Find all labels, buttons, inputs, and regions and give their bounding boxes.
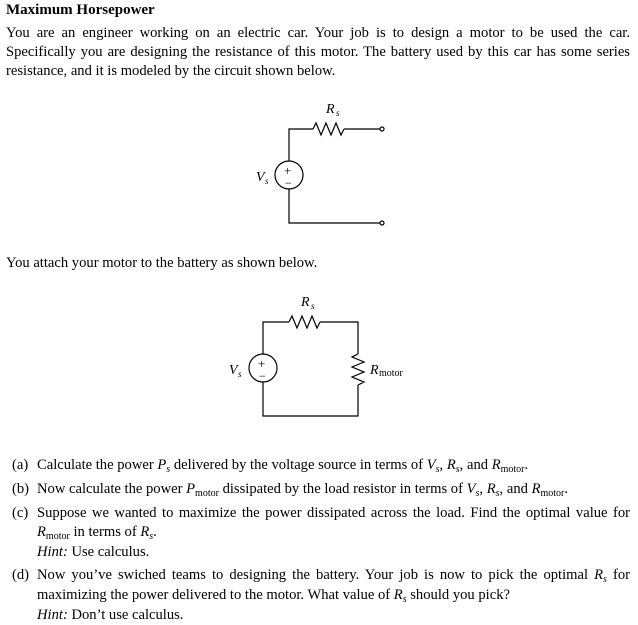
plus-sign-2: + bbox=[258, 356, 266, 371]
vs-sub-2: s bbox=[238, 369, 242, 379]
vs-label-2: V bbox=[229, 363, 238, 378]
rmotor-label: R bbox=[370, 363, 379, 378]
question-text: Now you’ve swiched teams to designing the battery. Your job is now to pick the optimal $R_s$ for maximizing the power delivered to the motor. What value of $R_s$ should you pick? Hint: Don’t use calculus. bbox=[37, 567, 631, 623]
rs-sub-2: s bbox=[311, 301, 315, 311]
question-a bbox=[12, 456, 630, 476]
rs-sub-1: s bbox=[336, 108, 340, 118]
rmotor-sub: motor bbox=[379, 368, 403, 379]
question-label: (b) bbox=[12, 481, 30, 497]
minus-sign-1: − bbox=[285, 176, 292, 190]
intro-paragraph: You are an engineer working on an electric car. Your job is to design a motor to be used the car. Specifically you are designing the resistance of this motor. The battery used by this car has some series resistance, and it is modeled by the circuit shown below. bbox=[6, 25, 630, 79]
attach-paragraph: You attach your motor to the battery as shown below. bbox=[6, 255, 318, 271]
question-label: (c) bbox=[12, 505, 29, 521]
rs-label-1: R bbox=[326, 102, 335, 117]
problem-title: Maximum Horsepower bbox=[6, 2, 155, 18]
vs-label-1: V bbox=[256, 170, 265, 185]
question-c bbox=[12, 504, 630, 562]
wire-bottom-2 bbox=[263, 382, 358, 416]
question-label: (a) bbox=[12, 457, 29, 473]
question-b bbox=[12, 480, 630, 500]
question-label: (d) bbox=[12, 567, 30, 583]
wire-top-left-2 bbox=[263, 322, 289, 354]
question-text: Suppose we wanted to maximize the power dissipated across the load. Find the optimal value for $R_{motor}$ in terms of $R_s$. Hint: Use calculus. bbox=[37, 505, 630, 560]
minus-sign-2: − bbox=[259, 369, 266, 383]
resistor-rs-zigzag-2 bbox=[289, 316, 320, 328]
question-text: Now calculate the power $P_{motor}$ dissipated by the load resistor in terms of $V_s$, $R_s$, and $R_{motor}$. bbox=[37, 481, 569, 499]
vs-sub-1: s bbox=[265, 176, 269, 186]
resistor-rmotor-zigzag bbox=[352, 354, 364, 385]
wire-top-right-2 bbox=[320, 322, 358, 354]
plus-sign-1: + bbox=[284, 163, 292, 178]
hint-line: Hint: Don’t use calculus. bbox=[37, 607, 184, 623]
hint-line: Hint: Use calculus. bbox=[37, 544, 150, 560]
rs-label-2: R bbox=[301, 295, 310, 310]
question-text: Calculate the power $P_s$ delivered by the voltage source in terms of $V_s$, $R_s$, and $R_{motor}$. bbox=[37, 457, 529, 475]
question-d bbox=[12, 566, 630, 625]
